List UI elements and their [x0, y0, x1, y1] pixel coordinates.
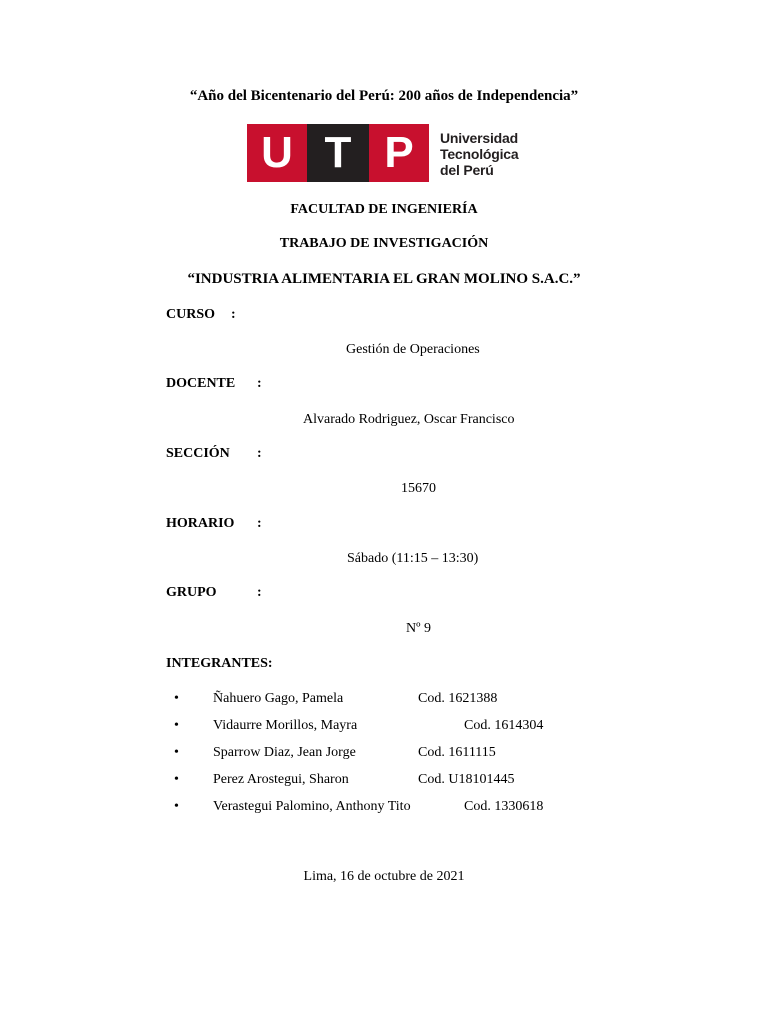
logo-letter-p: P [369, 124, 429, 182]
member-name: Verastegui Palomino, Anthony Tito [213, 799, 411, 814]
logo-text-line-1: Universidad [440, 130, 518, 146]
seccion-label: SECCIÓN [166, 446, 230, 461]
member-code: Cod. U18101445 [418, 772, 515, 787]
grupo-label: GRUPO [166, 585, 217, 600]
curso-label: CURSO [166, 307, 216, 322]
horario-value: Sábado (11:15 – 13:30) [347, 551, 479, 566]
seccion-value: 15670 [401, 481, 436, 496]
work-type-heading: TRABAJO DE INVESTIGACIÓN [279, 236, 489, 251]
curso-colon: : [231, 307, 236, 322]
logo-text-line-3: del Perú [440, 162, 494, 178]
place-date: Lima, 16 de octubre de 2021 [303, 869, 465, 884]
member-code: Cod. 1621388 [418, 691, 498, 706]
curso-value: Gestión de Operaciones [346, 342, 480, 357]
member-name: Sparrow Diaz, Jean Jorge [213, 745, 356, 760]
bullet-icon: • [174, 799, 179, 814]
bullet-icon: • [174, 718, 179, 733]
logo-wordmark [440, 130, 518, 178]
logo-letter-u: U [247, 124, 307, 182]
document-title: “INDUSTRIA ALIMENTARIA EL GRAN MOLINO S.A.C.” [187, 271, 581, 287]
utp-logo [247, 124, 527, 182]
member-name: Perez Arostegui, Sharon [213, 772, 349, 787]
grupo-value: Nº 9 [406, 621, 431, 636]
member-code: Cod. 1614304 [464, 718, 544, 733]
member-code: Cod. 1611115 [418, 745, 496, 760]
docente-colon: : [257, 376, 262, 391]
bullet-icon: • [174, 745, 179, 760]
bicentennial-header: “Año del Bicentenario del Perú: 200 años de Independencia” [189, 88, 579, 104]
horario-label: HORARIO [166, 516, 235, 531]
bullet-icon: • [174, 772, 179, 787]
faculty-heading: FACULTAD DE INGENIERÍA [290, 202, 478, 217]
docente-value: Alvarado Rodriguez, Oscar Francisco [303, 412, 515, 427]
logo-letter-t: T [307, 124, 369, 182]
logo-text-line-2: Tecnológica [440, 146, 519, 162]
horario-colon: : [257, 516, 262, 531]
bullet-icon: • [174, 691, 179, 706]
seccion-colon: : [257, 446, 262, 461]
grupo-colon: : [257, 585, 262, 600]
docente-label: DOCENTE [166, 376, 236, 391]
member-code: Cod. 1330618 [464, 799, 544, 814]
member-name: Ñahuero Gago, Pamela [213, 691, 344, 706]
members-label: INTEGRANTES: [166, 656, 273, 671]
member-name: Vidaurre Morillos, Mayra [213, 718, 358, 733]
